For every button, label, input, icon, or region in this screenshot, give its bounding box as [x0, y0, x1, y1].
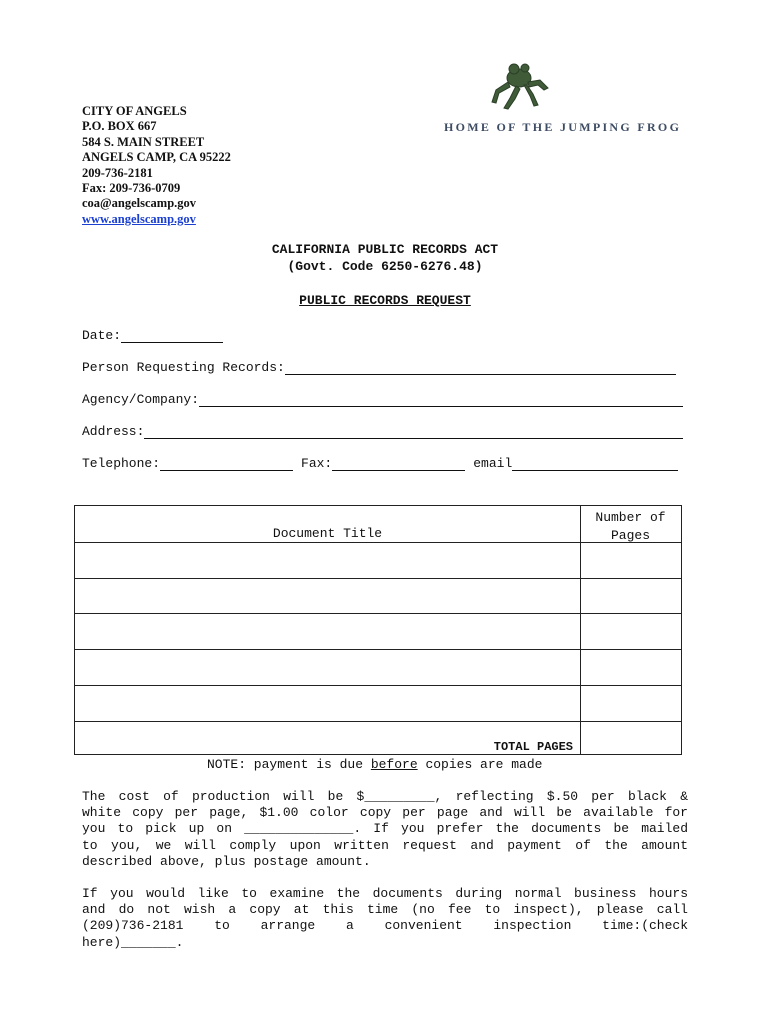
- person-label: Person Requesting Records:: [82, 360, 285, 375]
- row-divider: [75, 649, 681, 650]
- note-suffix: copies are made: [417, 757, 543, 772]
- telephone-label: Telephone:: [82, 456, 161, 471]
- act-title: CALIFORNIA PUBLIC RECORDS ACT: [271, 242, 499, 257]
- website-link[interactable]: www.angelscamp.gov: [82, 211, 196, 226]
- agency-row: [82, 392, 683, 407]
- agency-label: Agency/Company:: [82, 392, 200, 407]
- date-field[interactable]: [121, 328, 223, 343]
- tagline: HOME OF THE JUMPING FROG: [444, 120, 682, 134]
- fax-label: Fax:: [301, 456, 333, 471]
- address-line: ANGELS CAMP, CA 95222: [82, 150, 231, 165]
- row-divider: [75, 685, 681, 686]
- paragraph-line: you to pick up on ______________. If you prefer the documents be mailed: [82, 821, 688, 837]
- number-of-pages-header: [580, 509, 681, 545]
- cost-paragraph: [82, 789, 688, 870]
- contact-row: [82, 456, 678, 471]
- address-label: Address:: [82, 424, 145, 439]
- paragraph-line: and do not wish a copy at this time (no fee to inspect), please call: [82, 902, 688, 918]
- email-label: email: [473, 456, 513, 471]
- payment-note: [207, 757, 542, 772]
- documents-table: [74, 505, 682, 755]
- pages-header-line: Number of: [595, 510, 666, 525]
- form-title-text: PUBLIC RECORDS REQUEST: [299, 293, 471, 308]
- address-field[interactable]: [144, 424, 683, 439]
- paragraph-line: white copy per page, $1.00 color copy per page and will be available for: [82, 805, 688, 821]
- address-line: 584 S. MAIN STREET: [82, 134, 205, 149]
- person-field[interactable]: [285, 360, 676, 375]
- form-title: [0, 293, 770, 308]
- paragraph-line: If you would like to examine the documents during normal business hours: [82, 886, 688, 901]
- city-address-block: [82, 104, 231, 227]
- note-emphasis: before: [370, 757, 418, 772]
- inspection-paragraph: [82, 886, 688, 951]
- person-row: [82, 360, 676, 375]
- address-line: CITY OF ANGELS: [82, 104, 187, 118]
- paragraph-line: here)_______.: [82, 934, 184, 950]
- note-prefix: NOTE: payment is due: [207, 757, 371, 772]
- paragraph-line: The cost of production will be $_________, reflecting $.50 per black &: [82, 789, 688, 804]
- date-label: Date:: [82, 328, 122, 343]
- phone-line: 209-736-2181: [82, 165, 153, 180]
- agency-field[interactable]: [199, 392, 683, 407]
- email-field[interactable]: [512, 456, 678, 471]
- row-divider: [75, 613, 681, 614]
- frog-icon: [488, 58, 550, 110]
- fax-field[interactable]: [332, 456, 465, 471]
- address-line: P.O. BOX 667: [82, 119, 157, 134]
- email-line: coa@angelscamp.gov: [82, 196, 197, 211]
- row-divider: [75, 578, 681, 579]
- address-row: [82, 424, 683, 439]
- document-title-header: Document Title: [272, 526, 383, 541]
- total-pages-label: TOTAL PAGES: [493, 740, 573, 754]
- date-row: [82, 328, 223, 343]
- govt-code: (Govt. Code 6250-6276.48): [287, 259, 483, 274]
- telephone-field[interactable]: [160, 456, 293, 471]
- fax-line: Fax: 209-736-0709: [82, 181, 181, 196]
- pages-header-line: Pages: [610, 528, 650, 543]
- paragraph-line: described above, plus postage amount.: [82, 853, 371, 869]
- row-divider: [75, 721, 681, 722]
- paragraph-line: to you, we will comply upon written request and payment of the amount: [82, 837, 688, 853]
- paragraph-line: (209)736-2181 to arrange a convenient inspection time:(check: [82, 918, 688, 934]
